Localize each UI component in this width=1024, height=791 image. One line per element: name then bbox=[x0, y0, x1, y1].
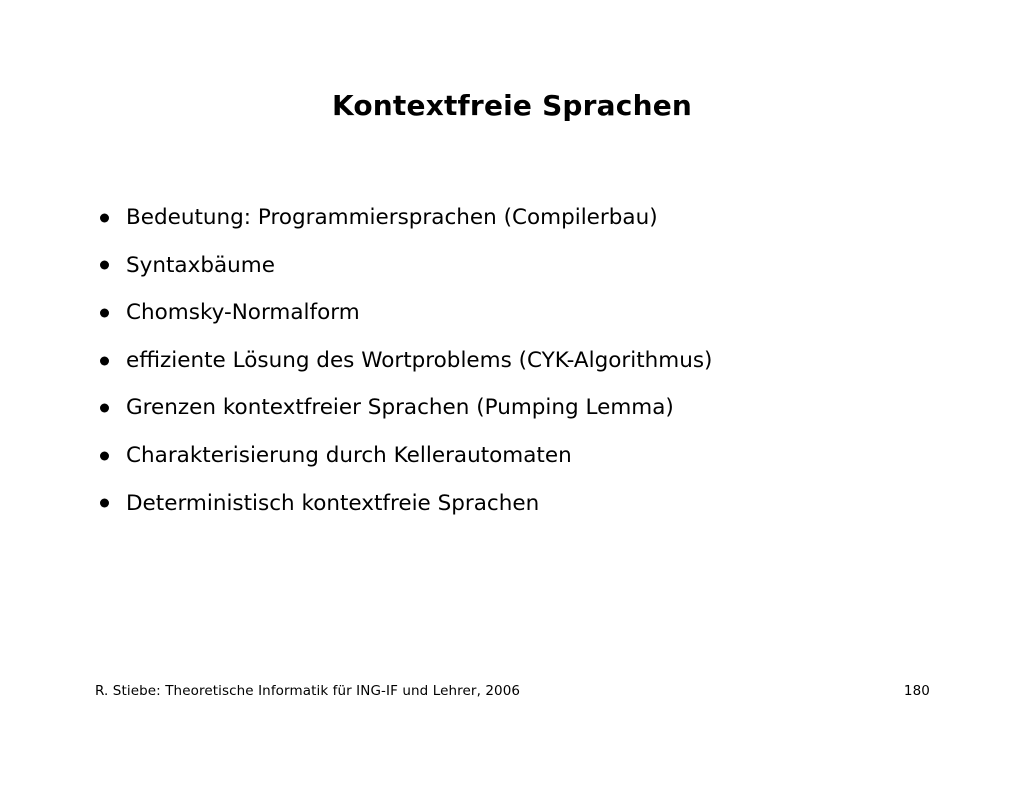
bullet-item bbox=[100, 194, 964, 242]
bullet-icon bbox=[100, 261, 109, 270]
bullet-item bbox=[100, 337, 964, 385]
bullet-item bbox=[100, 384, 964, 432]
bullet-icon bbox=[100, 404, 109, 413]
bullet-text: Charakterisierung durch Kellerautomaten bbox=[126, 442, 572, 468]
bullet-item bbox=[100, 289, 964, 337]
bullet-item bbox=[100, 242, 964, 290]
bullet-icon bbox=[100, 308, 109, 317]
page-number: 180 bbox=[903, 683, 930, 699]
slide-footer bbox=[95, 683, 930, 699]
bullet-text: effiziente Lösung des Wortproblems (CYK-Algorithmus) bbox=[126, 347, 713, 373]
bullet-icon bbox=[100, 356, 109, 365]
bullet-text: Bedeutung: Programmiersprachen (Compilerbau) bbox=[126, 205, 658, 230]
bullet-item bbox=[100, 432, 964, 480]
bullet-text: Deterministisch kontextfreie Sprachen bbox=[126, 490, 540, 516]
bullet-text: Chomsky-Normalform bbox=[126, 300, 360, 326]
bullet-text: Syntaxbäume bbox=[126, 252, 275, 278]
bullet-icon bbox=[100, 213, 109, 222]
bullet-text: Grenzen kontextfreier Sprachen (Pumping Lemma) bbox=[126, 395, 674, 421]
footer-attribution: R. Stiebe: Theoretische Informatik für ING-IF und Lehrer, 2006 bbox=[95, 683, 521, 699]
bullet-icon bbox=[100, 499, 109, 508]
bullet-icon bbox=[100, 451, 109, 460]
bullet-list bbox=[100, 194, 964, 527]
slide-title: Kontextfreie Sprachen bbox=[331, 88, 693, 122]
bullet-item bbox=[100, 480, 964, 528]
